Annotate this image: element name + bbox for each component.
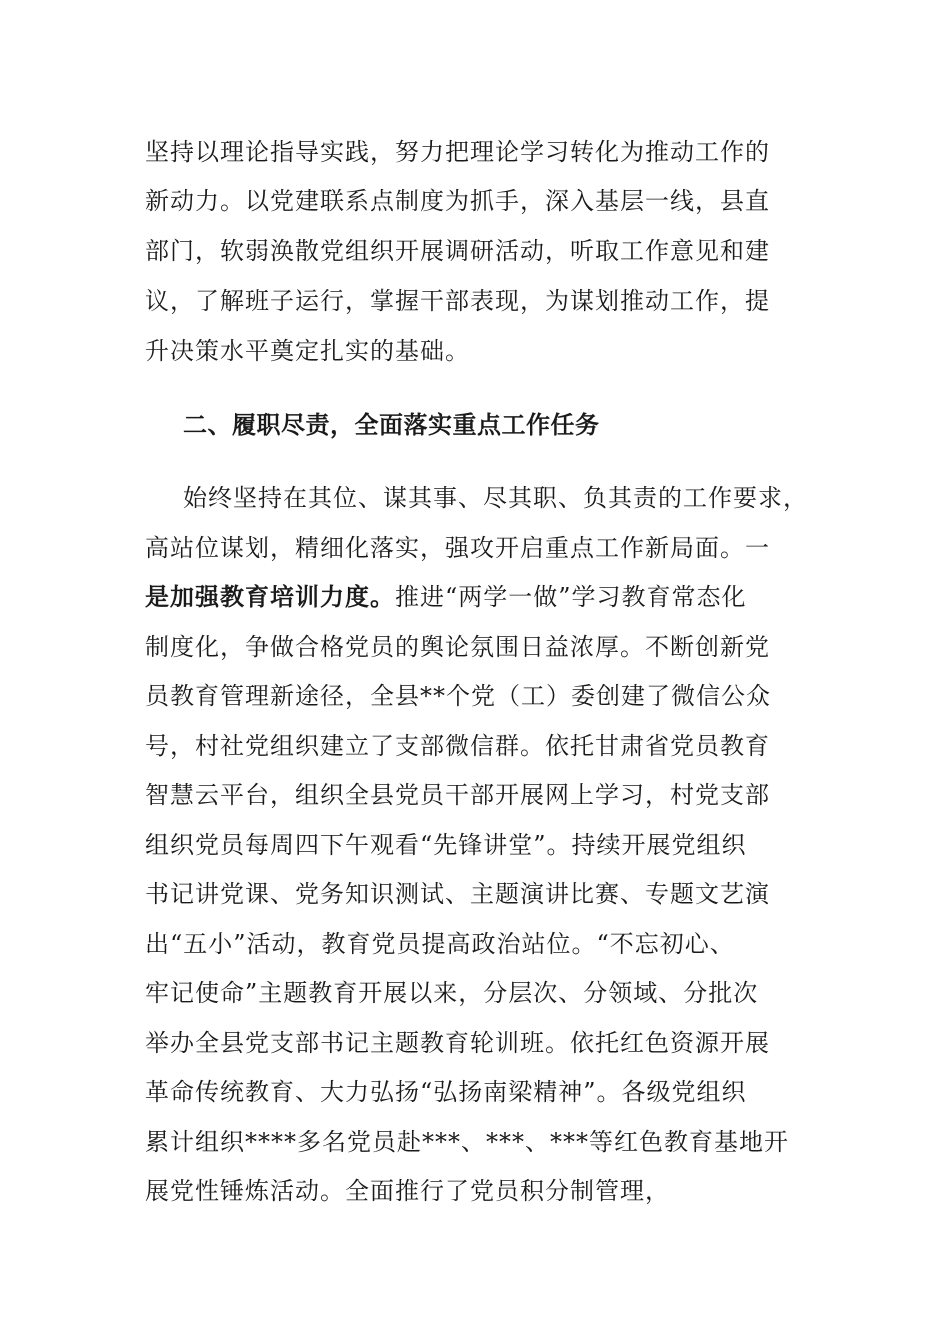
- paragraph-line: 举办全县党支部书记主题教育轮训班。依托红色资源开展: [145, 1029, 770, 1057]
- paragraph-line: [145, 577, 825, 617]
- section-heading: 二、履职尽责，全面落实重点工作任务: [183, 411, 600, 439]
- paragraph-text: 推进“两学一做”学习教育常态化: [395, 583, 747, 611]
- paragraph-line: 组织党员每周四下午观看“先锋讲堂”。持续开展党组织: [145, 831, 747, 859]
- paragraph-line: 制度化，争做合格党员的舆论氛围日益浓厚。不断创新党: [145, 633, 770, 661]
- paragraph-line: 高站位谋划，精细化落实，强攻开启重点工作新局面。一: [145, 534, 770, 562]
- paragraph-line: 升决策水平奠定扎实的基础。: [145, 337, 470, 365]
- paragraph-line: 累计组织****多名党员赴***、***、***等红色教育基地开: [145, 1128, 789, 1156]
- paragraph-line: 出“五小”活动，教育党员提高政治站位。“不忘初心、: [145, 930, 735, 958]
- paragraph-line: 牢记使命”主题教育开展以来，分层次、分领域、分批次: [145, 979, 759, 1007]
- paragraph-line: 员教育管理新途径，全县**个党（工）委创建了微信公众: [145, 682, 771, 710]
- paragraph-line: 书记讲党课、党务知识测试、主题演讲比赛、专题文艺演: [145, 880, 770, 908]
- paragraph-line: 智慧云平台，组织全县党员干部开展网上学习，村党支部: [145, 781, 770, 809]
- bold-lead-phrase: 是加强教育培训力度。: [145, 582, 395, 611]
- paragraph-line: 号，村社党组织建立了支部微信群。依托甘肃省党员教育: [145, 732, 770, 760]
- paragraph-line: 新动力。以党建联系点制度为抓手，深入基层一线，县直: [145, 187, 770, 215]
- paragraph-line: 部门，软弱涣散党组织开展调研活动，听取工作意见和建: [145, 237, 770, 265]
- paragraph-line: 革命传统教育、大力弘扬“弘扬南梁精神”。各级党组织: [145, 1078, 747, 1106]
- paragraph-line: 坚持以理论指导实践，努力把理论学习转化为推动工作的: [145, 138, 770, 166]
- paragraph-line: 议，了解班子运行，掌握干部表现，为谋划推动工作，提: [145, 287, 770, 315]
- paragraph-line: 始终坚持在其位、谋其事、尽其职、负其责的工作要求，: [183, 484, 808, 512]
- paragraph-line: 展党性锤炼活动。全面推行了党员积分制管理，: [145, 1177, 670, 1205]
